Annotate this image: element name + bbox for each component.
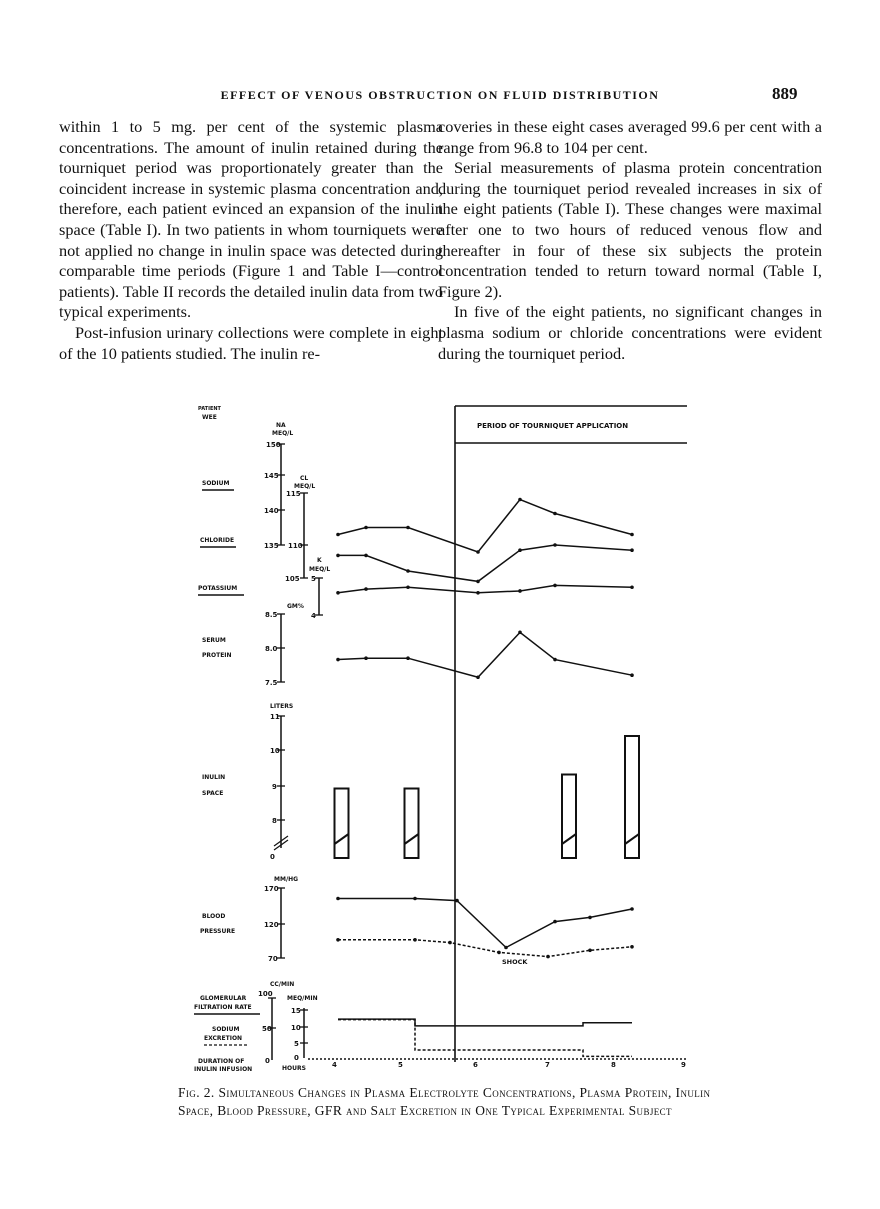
tick-k-4: 4 (311, 612, 316, 620)
unit-na-excretion: MEQ/MIN (287, 995, 318, 1002)
hour-8: 8 (611, 1061, 616, 1069)
tick-protein-8.0: 8.0 (265, 645, 278, 653)
data-point (553, 920, 557, 924)
label-space: SPACE (202, 790, 224, 797)
data-point (364, 587, 368, 591)
paragraph: within 1 to 5 mg. per cent of the systemic plasma concentrations. The amount of inulin retained during the tourniquet period was proportionately greater than the coincident increase in systemic plasma concentration and, therefore, each patient evinced an expansion of the inulin space (Table I). In two patients in whom tourniquets were not applied no change in inulin space was detected during comparable time periods (Figure 1 and Table I—control patients). Table II records the detailed inulin data from two typical experiments. (59, 117, 443, 322)
tick-naexc-5: 5 (294, 1040, 299, 1048)
data-point (413, 897, 417, 901)
data-point (406, 585, 410, 589)
tick-naexc-15: 15 (291, 1007, 301, 1015)
data-point (630, 548, 634, 552)
series-line-8 (338, 1020, 632, 1057)
label-patient: PATIENT (198, 406, 221, 412)
data-point (497, 951, 501, 955)
tick-na-140: 140 (264, 507, 279, 515)
paragraph: coveries in these eight cases averaged 99.6 per cent with a range from 96.8 to 104 per cent. (438, 117, 822, 157)
series-line-3 (338, 632, 632, 677)
data-point (448, 941, 452, 945)
series-line-2 (338, 585, 632, 592)
inulin-space-bar (335, 789, 349, 859)
data-point (476, 550, 480, 554)
data-point (630, 673, 634, 677)
data-point (630, 907, 634, 911)
data-point (364, 526, 368, 530)
inulin-space-bar (405, 789, 419, 859)
label-duration-2: INULIN INFUSION (194, 1066, 253, 1073)
figure-caption (178, 1084, 738, 1120)
label-sodium: SODIUM (202, 480, 230, 487)
running-title: EFFECT OF VENOUS OBSTRUCTION ON FLUID DISTRIBUTION (220, 88, 660, 102)
data-point (588, 949, 592, 953)
shock-label: SHOCK (502, 958, 528, 966)
tick-protein-7.5: 7.5 (265, 679, 278, 687)
tick-cl-105: 105 (285, 575, 300, 583)
hour-9: 9 (681, 1061, 686, 1069)
paragraph: Post-infusion urinary collections were complete in eight of the 10 patients studied. The inulin re- (59, 322, 443, 363)
series-line-7 (338, 1019, 632, 1026)
data-point (518, 548, 522, 552)
data-point (518, 631, 522, 635)
data-point (588, 916, 592, 920)
axis-name-cl: CL (300, 475, 309, 482)
tick-inulin-11: 11 (270, 713, 280, 721)
label-patient-id: WEE (202, 414, 217, 421)
data-point (336, 533, 340, 537)
tick-na-135: 135 (264, 542, 279, 550)
data-point (336, 897, 340, 901)
tick-k-5: 5 (311, 575, 316, 583)
figure-2 (190, 400, 700, 1080)
tick-gfr-100: 100 (258, 990, 273, 998)
unit-na: MEQ/L (272, 430, 294, 437)
tick-protein-8.5: 8.5 (265, 611, 278, 619)
label-serum: SERUM (202, 637, 226, 644)
data-point (553, 658, 557, 662)
data-point (504, 946, 508, 950)
tick-cl-115: 115 (286, 490, 301, 498)
paragraph: In five of the eight patients, no significant changes in plasma sodium or chloride concentrations were evident during the tourniquet period. (438, 302, 822, 363)
series-line-1 (338, 545, 632, 581)
data-point (518, 589, 522, 593)
data-point (546, 955, 550, 959)
unit-liters: LITERS (270, 703, 294, 710)
hour-6: 6 (473, 1061, 478, 1069)
left-column (59, 117, 443, 364)
tick-inulin-9: 9 (272, 783, 277, 791)
label-sodium-excretion-2: EXCRETION (204, 1035, 243, 1042)
tick-na-145: 145 (264, 472, 279, 480)
series-line-5 (338, 899, 632, 948)
tick-gfr-50: 50 (262, 1025, 272, 1033)
label-pressure: PRESSURE (200, 928, 236, 935)
data-point (364, 656, 368, 660)
data-point (476, 580, 480, 584)
label-gfr-2: FILTRATION RATE (194, 1004, 252, 1011)
unit-bp: MM/HG (274, 876, 299, 883)
label-potassium: POTASSIUM (198, 585, 238, 592)
data-point (336, 591, 340, 595)
axis-name-na: NA (276, 422, 286, 429)
hour-7: 7 (545, 1061, 550, 1069)
data-point (406, 526, 410, 530)
data-point (413, 938, 417, 942)
unit-protein: GM% (287, 603, 304, 610)
tick-inulin-10: 10 (270, 747, 280, 755)
tick-bp-70: 70 (268, 955, 278, 963)
tick-gfr-0: 0 (265, 1057, 270, 1065)
data-point (336, 554, 340, 558)
caption-text: Fig. 2. Simultaneous Changes in Plasma Electrolyte Concentrations, Plasma Protein, Inulin Space, Blood Pressure, GFR and Salt Excretion in One Typical Experimental Subject (178, 1085, 711, 1118)
data-point (406, 656, 410, 660)
tick-inulin-8: 8 (272, 817, 277, 825)
data-point (630, 585, 634, 589)
tick-cl-110: 110 (288, 542, 303, 550)
hour-5: 5 (398, 1061, 403, 1069)
series-line-0 (338, 500, 632, 553)
data-point (364, 554, 368, 558)
label-gfr-1: GLOMERULAR (200, 995, 247, 1002)
series-layer (308, 498, 686, 1059)
data-point (406, 569, 410, 573)
label-sodium-excretion-1: SODIUM (212, 1026, 240, 1033)
label-duration-1: DURATION OF (198, 1058, 245, 1065)
data-point (553, 584, 557, 588)
axis-name-k: K (317, 557, 322, 564)
hour-4: 4 (332, 1061, 337, 1069)
tick-bp-170: 170 (264, 885, 279, 893)
data-point (455, 899, 459, 903)
data-point (476, 591, 480, 595)
unit-cl: MEQ/L (294, 483, 316, 490)
right-column (438, 117, 822, 364)
unit-k: MEQ/L (309, 566, 331, 573)
page-number: 889 (772, 84, 798, 103)
data-point (518, 498, 522, 502)
series-line-6 (338, 940, 632, 957)
tick-naexc-10: 10 (291, 1024, 301, 1032)
unit-hours: HOURS (282, 1065, 306, 1072)
data-point (476, 675, 480, 679)
label-blood: BLOOD (202, 913, 226, 920)
data-point (336, 938, 340, 942)
data-point (553, 543, 557, 547)
tick-bp-120: 120 (264, 921, 279, 929)
label-protein: PROTEIN (202, 652, 232, 659)
paragraph: Serial measurements of plasma protein concentration during the tourniquet period revealed increases in six of the eight patients (Table I). These changes were maximal after one to two hours of reduced venous flow and thereafter in four of these six subjects the protein concentration tended to return toward normal (Table I, Figure 2). (438, 158, 822, 301)
data-point (336, 658, 340, 662)
tick-na-150: 150 (266, 441, 281, 449)
tick-naexc-0: 0 (294, 1054, 299, 1062)
inulin-space-bar (625, 736, 639, 858)
data-point (630, 945, 634, 949)
data-point (630, 533, 634, 537)
data-point (553, 512, 557, 516)
label-chloride: CHLORIDE (200, 537, 235, 544)
unit-gfr: CC/MIN (270, 981, 295, 988)
inulin-space-bar (562, 775, 576, 859)
label-inulin: INULIN (202, 774, 226, 781)
tick-inulin-0: 0 (270, 853, 275, 861)
period-label: PERIOD OF TOURNIQUET APPLICATION (477, 422, 629, 430)
